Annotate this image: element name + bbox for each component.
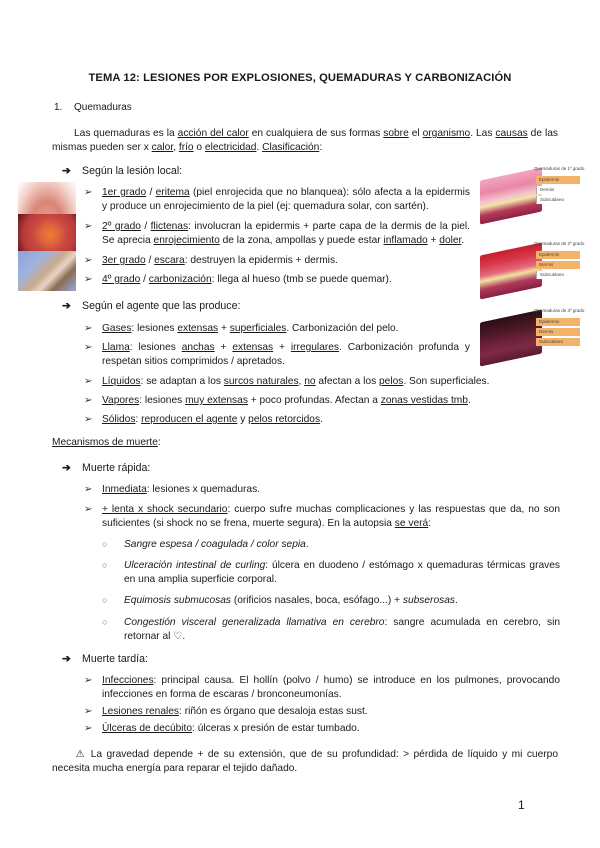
bullet-arrow-icon: ➢	[84, 323, 93, 334]
bullet-arrow-icon: ➢	[84, 395, 93, 406]
warning-note: ⚠ La gravedad depende + de su extensión, que de su profundidad: > pérdida de líquido y mi cuerpo necesita mucha energía para reparar el tejido dañado.	[52, 749, 558, 775]
layer-label: Epidermis	[536, 176, 580, 184]
circle-bullet-icon: ○	[102, 560, 108, 570]
list-item: ➢ Llama: lesiones anchas + extensas + irregulares. Carbonización profunda y respetan sitios comprimidos / apretados.	[84, 342, 470, 368]
layer-label: Subcutáneo	[536, 196, 580, 204]
skin-diagram-second-degree	[478, 237, 590, 299]
heading-muerte-rapida: ➔ Muerte rápida:	[62, 462, 151, 474]
diagram-title: Quemaduras de 1º grado	[534, 166, 585, 171]
bullet-arrow-icon: ➢	[84, 255, 93, 266]
arrow-icon: ➔	[62, 462, 71, 474]
list-item: ➢ 4º grado / carbonización: llega al hueso (tmb se puede quemar).	[84, 273, 470, 287]
skin-block-illustration	[480, 309, 542, 366]
list-item: ➢ Infecciones: principal causa. El hollín (polvo / humo) se introduce en los pulmones, provocando infecciones en forma de escaras / bronconeumonías.	[84, 675, 560, 701]
bullet-arrow-icon: ➢	[84, 187, 93, 198]
list-item: ➢ 2º grado / flictenas: involucran la epidermis + parte capa de la dermis de la piel. Se aprecia enrojecimiento de la zona, ampollas y puede estar inflamado + doler.	[84, 221, 470, 247]
bullet-arrow-icon: ➢	[84, 414, 93, 425]
list-item: ➢ Úlceras de decúbito: úlceras x presión de estar tumbado.	[84, 722, 560, 736]
list-item: ➢ 3er grado / escara: destruyen la epidermis + dermis.	[84, 254, 470, 268]
heading-agente: ➔ Según el agente que las produce:	[62, 300, 241, 312]
diagram-title: Quemaduras de 3º grado	[534, 308, 585, 313]
bullet-arrow-icon: ➢	[84, 221, 93, 232]
circle-bullet-icon: ○	[102, 595, 108, 605]
layer-label: Epidermis	[536, 318, 580, 326]
sub-list-item: ○ Ulceración intestinal de curling: úlcera en duodeno / estómago x quemaduras térmicas graves en una amplia superficie corporal.	[102, 560, 560, 586]
intro-paragraph: Las quemaduras es la acción del calor en cualquiera de sus formas sobre el organismo. Las causas de las mismas pueden ser x calor, frío o electricidad. Clasificación:	[52, 128, 559, 154]
list-item: ➢ Sólidos: reproducen el agente y pelos retorcidos.	[84, 413, 560, 427]
list-item: ➢ Inmediata: lesiones x quemaduras.	[84, 483, 560, 497]
list-item: ➢ Vapores: lesiones muy extensas + poco profundas. Afectan a zonas vestidas tmb.	[84, 394, 560, 408]
section-number: 1.	[54, 102, 63, 113]
heading-lesion-local: ➔ Según la lesión local:	[62, 165, 183, 177]
layer-label: Dermis	[536, 186, 580, 194]
heading-mecanismos-muerte: Mecanismos de muerte:	[52, 437, 161, 448]
list-item: ➢ + lenta x shock secundario: cuerpo sufre muchas complicaciones y las respuestas que da, no son suficientes (si shock no se frena, muerte segura). En la autopsia se verá:	[84, 504, 560, 530]
arrow-icon: ➔	[62, 165, 71, 177]
page-title: TEMA 12: LESIONES POR EXPLOSIONES, QUEMADURAS Y CARBONIZACIÓN	[88, 72, 512, 84]
bullet-arrow-icon: ➢	[84, 706, 93, 717]
third-degree-burn-photo	[18, 251, 76, 291]
sub-list-item: ○ Equimosis submucosas (orificios nasales, boca, esófago...) + subserosas.	[102, 595, 458, 606]
bullet-arrow-icon: ➢	[84, 504, 93, 515]
skin-diagram-third-degree	[478, 304, 590, 366]
list-item: ➢ 1er grado / eritema (piel enrojecida que no blanquea): sólo afecta a la epidermis y produce un enrojecimiento de la piel (ej: quemadura solar, con sartén).	[84, 187, 470, 213]
layer-label: Subcutáneo	[536, 338, 580, 346]
bullet-arrow-icon: ➢	[84, 342, 93, 353]
list-item: ➢ Gases: lesiones extensas + superficiales. Carbonización del pelo.	[84, 322, 470, 336]
list-item: ➢ Lesiones renales: riñón es órgano que desaloja estas sust.	[84, 705, 560, 719]
layer-label: Epidermis	[536, 251, 580, 259]
list-item: ➢ Líquidos: se adaptan a los surcos naturales, no afectan a los pelos. Son superficiales.	[84, 375, 560, 389]
warning-icon: ⚠	[74, 749, 87, 760]
skin-block-illustration	[480, 242, 542, 299]
layer-label: Dermis	[536, 328, 580, 336]
page-number: 1	[518, 798, 525, 812]
heading-muerte-tardia: ➔ Muerte tardía:	[62, 653, 148, 665]
bullet-arrow-icon: ➢	[84, 274, 93, 285]
sub-list-item: ○ Congestión visceral generalizada llamativa en cerebro: sangre acumulada en cerebro, sin retornar al ♡.	[102, 617, 560, 643]
arrow-icon: ➔	[62, 300, 71, 312]
layer-label: Dermis	[536, 261, 580, 269]
bullet-arrow-icon: ➢	[84, 723, 93, 734]
section-heading	[54, 101, 132, 115]
skin-block-illustration	[480, 167, 542, 224]
circle-bullet-icon: ○	[102, 617, 108, 627]
section-label: Quemaduras	[74, 102, 132, 113]
arrow-icon: ➔	[62, 653, 71, 665]
bullet-arrow-icon: ➢	[84, 484, 93, 495]
circle-bullet-icon: ○	[102, 539, 108, 549]
diagram-title: Quemaduras de 2º grado	[534, 241, 585, 246]
first-degree-burn-photo	[18, 182, 76, 214]
bullet-arrow-icon: ➢	[84, 376, 93, 387]
sub-list-item: ○ Sangre espesa / coagulada / color sepia.	[102, 539, 309, 550]
layer-label: Subcutáneo	[536, 271, 580, 279]
skin-diagram-first-degree	[478, 162, 590, 224]
bullet-arrow-icon: ➢	[84, 675, 93, 686]
second-degree-burn-photo	[18, 214, 76, 251]
